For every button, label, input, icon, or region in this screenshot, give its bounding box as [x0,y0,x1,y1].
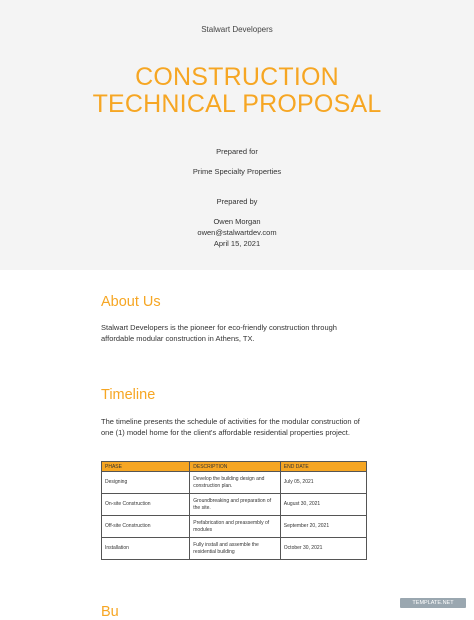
author-name: Owen Morgan [213,217,261,226]
end-date-cell: October 30, 2021 [280,538,366,560]
description-cell: Develop the building design and construction plan. [190,472,281,494]
timeline-heading: Timeline [101,387,156,403]
title-line-1: CONSTRUCTION [135,63,339,91]
title-line-2: TECHNICAL PROPOSAL [92,90,382,118]
prepared-by-label: Prepared by [216,197,258,206]
column-header-end-date: END DATE [280,462,366,472]
column-header-description: DESCRIPTION [190,462,281,472]
end-date-cell: August 30, 2021 [280,494,366,516]
end-date-cell: July 05, 2021 [280,472,366,494]
proposal-date: April 15, 2021 [213,239,261,248]
next-section-heading: Bu [101,604,119,620]
phase-cell: Off-site Construction [102,516,190,538]
table-row [102,494,367,516]
end-date-cell: September 20, 2021 [280,516,366,538]
template-watermark: TEMPLATE.NET [400,598,466,608]
column-header-phase: PHASE [102,462,190,472]
cover-section [0,0,474,270]
client-name: Prime Specialty Properties [192,167,282,176]
table-header-row [102,462,367,472]
phase-cell: Installation [102,538,190,560]
prepared-for-label: Prepared for [216,147,258,156]
table-row [102,472,367,494]
author-email: owen@stalwartdev.com [197,228,277,237]
phase-cell: On-site Construction [102,494,190,516]
table-row [102,538,367,560]
proposal-title [0,64,474,118]
about-body: Stalwart Developers is the pioneer for eco-friendly construction through affordable modular construction in Athens, TX. [101,323,337,343]
table-row [102,516,367,538]
company-name: Stalwart Developers [201,25,273,34]
description-cell: Groundbreaking and preparation of the site. [190,494,281,516]
about-heading: About Us [101,294,161,310]
timeline-body: The timeline presents the schedule of activities for the modular construction of one (1) model home for the client's affordable residential properties project. [101,417,360,437]
description-cell: Fully install and assemble the residential building [190,538,281,560]
description-cell: Prefabrication and preassembly of modules [190,516,281,538]
timeline-table [101,461,367,560]
phase-cell: Designing [102,472,190,494]
